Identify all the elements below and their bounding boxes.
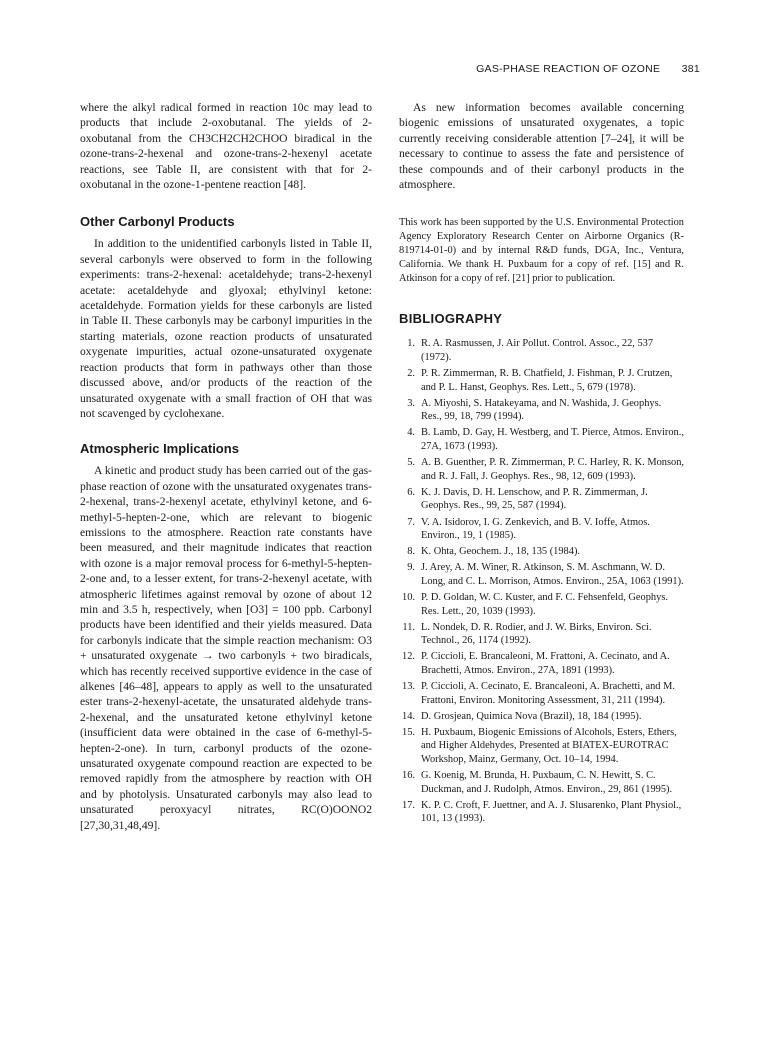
bibliography-entry (399, 726, 684, 767)
section-heading-bibliography: BIBLIOGRAPHY (399, 311, 503, 327)
reference-text: P. R. Zimmerman, R. B. Chatfield, J. Fishman, P. J. Crutzen, and P. L. Hanst, Geophys. Res. Lett., 5, 679 (1978). (421, 368, 673, 393)
bibliography-entry (399, 337, 684, 364)
reference-text: H. Puxbaum, Biogenic Emissions of Alcohols, Esters, Ethers, and Higher Aldehydes, Presented at BIATEX-EUROTRAC Workshop, Mainz, Germany, Oct. 10–14, 1994. (421, 726, 677, 766)
reference-number: 15. (402, 726, 415, 738)
section-heading-other-carbonyl-products: Other Carbonyl Products (80, 214, 235, 230)
reference-text: R. A. Rasmussen, J. Air Pollut. Control. Assoc., 22, 537 (1972). (421, 338, 654, 364)
bibliography-entry (399, 516, 684, 543)
reference-number: 17. (402, 799, 415, 811)
reference-text: A. Miyoshi, S. Hatakeyama, and N. Washida, J. Geophys. Res., 99, 18, 799 (1994). (421, 397, 662, 423)
reference-text: K. Ohta, Geochem. J., 18, 135 (1984). (421, 546, 581, 558)
reference-number: 11. (402, 621, 415, 633)
reference-number: 5. (407, 457, 415, 469)
reference-text: A. B. Guenther, P. R. Zimmerman, P. C. Harley, R. K. Monson, and R. J. Fall, J. Geophys. Res., 98, 12, 609 (1993). (421, 457, 684, 482)
bibliography-entry (399, 710, 684, 724)
paragraph-conclusion: As new information becomes available concerning biogenic emissions of unsaturated oxygenates, a topic currently receiving considerable attention [7–24], it will be necessary to continue to assess the fate and persistence of these compounds and of their carbonyl products in the atmosphere. (399, 101, 684, 192)
reference-text: K. J. Davis, D. H. Lenschow, and P. R. Zimmerman, J. Geophys. Res., 99, 25, 587 (1994). (421, 486, 648, 512)
bibliography-entry (399, 799, 684, 826)
bibliography-entry (399, 561, 684, 588)
bibliography-entry (399, 367, 684, 394)
bibliography-entry (399, 456, 684, 483)
reference-text: P. Ciccioli, A. Cecinato, E. Brancaleoni, A. Brachetti, and M. Frattoni, Environ. Monitoring Assessment, 31, 211 (1994). (421, 681, 675, 706)
reference-number: 14. (402, 710, 415, 722)
reference-number: 13. (402, 681, 415, 693)
reference-text: K. P. C. Croft, F. Juettner, and A. J. Slusarenko, Plant Physiol., 101, 13 (1993). (421, 799, 682, 825)
reference-number: 6. (407, 486, 415, 498)
reference-text: G. Koenig, M. Brunda, H. Puxbaum, C. N. Hewitt, S. C. Duckman, and J. Rudolph, Atmos. Environ., 29, 861 (1995). (421, 770, 673, 795)
reference-number: 10. (402, 592, 415, 604)
reference-number: 9. (407, 562, 415, 574)
bibliography-entry (399, 680, 684, 707)
reference-text: B. Lamb, D. Gay, H. Westberg, and T. Pierce, Atmos. Environ., 27A, 1673 (1993). (421, 427, 684, 453)
bibliography-entry (399, 650, 684, 677)
page-number: 381 (681, 63, 700, 75)
reference-text: P. D. Goldan, W. C. Kuster, and F. C. Fehsenfeld, Geophys. Res. Lett., 20, 1039 (1993). (421, 592, 668, 617)
running-header (0, 63, 700, 75)
reference-number: 12. (402, 651, 415, 663)
bibliography-entry (399, 591, 684, 618)
running-title: GAS-PHASE REACTION OF OZONE (476, 63, 661, 75)
reference-number: 7. (407, 516, 415, 528)
paragraph-other-carbonyls: In addition to the unidentified carbonyls listed in Table II, several carbonyls were observed to form in the following experiments: trans-2-hexenal: acetaldehyde; trans-2-hexenyl acetate: acetaldehyde and glyoxal; ethylvinyl ketone: acetaldehyde. Formation yields for these carbonyls are listed in Table II. These carbonyls may be carbonyl impurities in the starting materials, ozone reaction products of unsaturated oxygenate impurities, actual ozone-unsaturated oxygenate reaction products that form in pathways other than those discussed above, and/or products of the reaction of the unsaturated oxygenate with a small fraction of OH that was not scavenged by cyclohexane. (80, 237, 372, 420)
acknowledgment: This work has been supported by the U.S. Environmental Protection Agency Exploratory Research Center on Airborne Organics (R-819714-01-0) and by internal R&D funds, DGA, Inc., Ventura, California. We thank H. Puxbaum for a copy of ref. [15] and R. Atkinson for a copy of ref. [21] prior to publication. (399, 217, 684, 284)
reference-number: 3. (407, 397, 415, 409)
paragraph-continuation: where the alkyl radical formed in reaction 10c may lead to products that include 2-oxobutanal. The yields of 2-oxobutanal from the CH3CH2CH2CHOO biradical in the ozone-trans-2-hexenal and ozone-trans-2-hexenyl acetate reactions, see Table II, are consistent with that for 2-oxobutanal in the ozone-1-pentene reaction [48]. (80, 101, 372, 192)
reference-text: V. A. Isidorov, I. G. Zenkevich, and B. V. Ioffe, Atmos. Environ., 19, 1 (1985). (421, 516, 650, 542)
bibliography-entry (399, 769, 684, 796)
reference-number: 16. (402, 770, 415, 782)
reference-number: 4. (407, 427, 415, 439)
reference-text: L. Nondek, D. R. Rodier, and J. W. Birks, Environ. Sci. Technol., 26, 1174 (1992). (421, 621, 652, 647)
bibliography-entry (399, 621, 684, 648)
bibliography-list (399, 337, 684, 826)
paragraph-atmospheric-implications: A kinetic and product study has been carried out of the gas-phase reaction of ozone with the unsaturated oxygenates trans-2-hexenal, trans-2-hexenyl acetate, ethylvinyl ketone, and 6-methyl-5-hepten-2-one, which are relevant to biogenic emissions to the atmosphere. Reaction rate constants have been measured, and their magnitude indicates that reaction with ozone is a major removal process for 6-methyl-5-hepten-2-one and, to a lesser extent, for trans-2-hexenyl acetate, with atmospheric lifetimes against removal by ozone of about 12 min and 3.5 h, respectively, when [O3] = 100 ppb. Carbonyl products have been identified and their yields measured. Data for carbonyls indicate that the simple reaction mechanism: O3 + unsaturated oxygenate → two carbonyls + two biradicals, which has recently received supportive evidence in the case of alkenes [46–48], appears to apply as well to the unsaturated ester trans-2-hexenyl-acetate, the unsaturated aldehyde trans-2-hexenal, and the unsaturated ketone ethylvinyl ketone (insufficient data were obtained in the case of 6-methyl-5-hepten-2-one). In turn, carbonyl products of the ozone-unsaturated oxygenate compound reaction are expected to be removed rapidly from the atmosphere by reaction with OH and by photolysis. Unsaturated carbonyls may also lead to unsaturated peroxyacyl nitrates, RC(O)OONO2 [27,30,31,48,49]. (80, 464, 372, 832)
reference-number: 8. (407, 546, 415, 558)
bibliography-entry (399, 545, 684, 559)
left-column (80, 100, 372, 833)
section-heading-atmospheric-implications: Atmospheric Implications (80, 441, 239, 457)
reference-number: 1. (407, 338, 415, 350)
reference-number: 2. (407, 368, 415, 380)
bibliography-entry (399, 397, 684, 424)
reference-text: D. Grosjean, Quimica Nova (Brazil), 18, 184 (1995). (421, 710, 642, 722)
reference-text: P. Ciccioli, E. Brancaleoni, M. Frattoni, A. Cecinato, and A. Brachetti, Atmos. Environ., 27A, 1891 (1993). (421, 651, 670, 676)
right-column (399, 100, 684, 829)
reference-text: J. Arey, A. M. Winer, R. Atkinson, S. M. Aschmann, W. D. Long, and C. L. Morrison, Atmos. Environ., 25A, 1063 (1991). (421, 562, 684, 587)
bibliography-entry (399, 486, 684, 513)
bibliography-entry (399, 426, 684, 453)
